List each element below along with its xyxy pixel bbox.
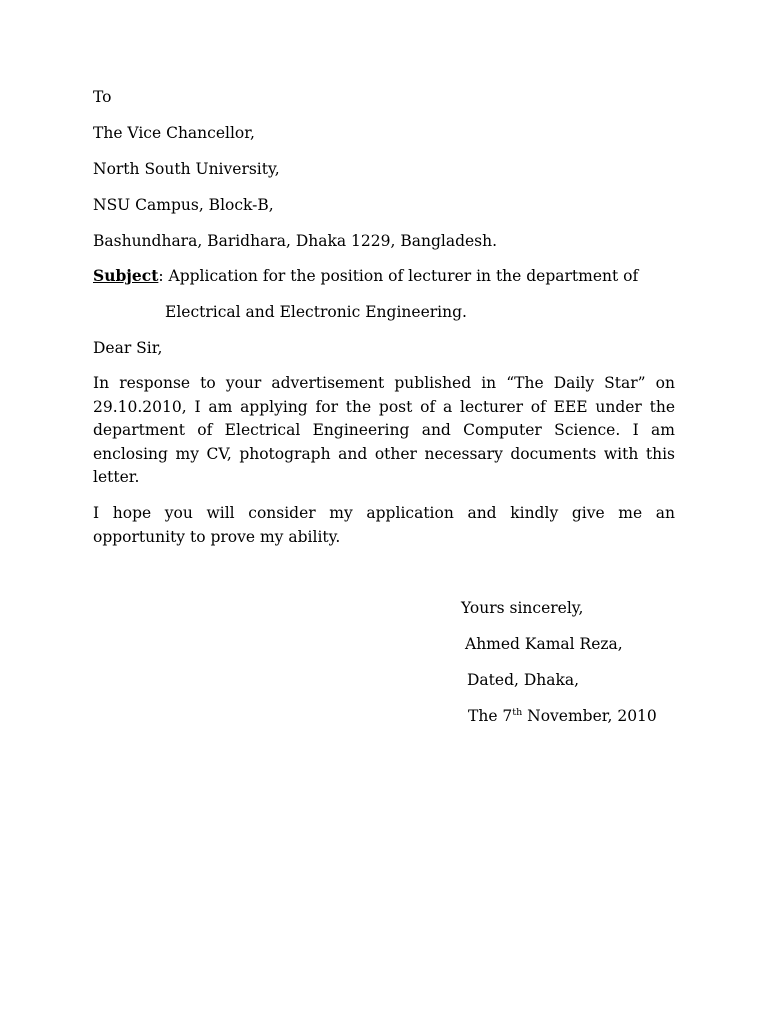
closing: Yours sincerely, [461, 599, 584, 617]
date-ordinal-suffix: th [512, 707, 523, 718]
date-rest: November, 2010 [522, 707, 657, 725]
subject-line-2: Electrical and Electronic Engineering. [165, 303, 467, 321]
address-line-university: North South University, [93, 160, 280, 178]
body-paragraph-1: In response to your advertisement published in “The Daily Star” on 29.10.2010, I am applying for the post of a lecturer of EEE under the department of Electrical Engineering and Computer Science. I am enclosing my CV, photograph and other necessary documents with this letter. [93, 374, 675, 486]
date-prefix: The 7 [468, 707, 513, 725]
dated-place: Dated, Dhaka, [467, 671, 580, 689]
subject-text: : Application for the position of lecturer in the department of [158, 267, 639, 285]
subject-label: Subject [93, 266, 159, 285]
recipient-to: To [93, 88, 112, 106]
address-line-campus: NSU Campus, Block-B, [93, 196, 274, 214]
address-line-title: The Vice Chancellor, [93, 124, 255, 142]
greeting: Dear Sir, [93, 339, 163, 357]
address-line-city: Bashundhara, Baridhara, Dhaka 1229, Bangladesh. [93, 232, 498, 250]
letter-date [468, 706, 657, 726]
sender-name: Ahmed Kamal Reza, [465, 635, 623, 653]
subject-line [93, 266, 638, 286]
body-paragraph-2: I hope you will consider my application and kindly give me an opportunity to prove my ability. [93, 504, 675, 546]
